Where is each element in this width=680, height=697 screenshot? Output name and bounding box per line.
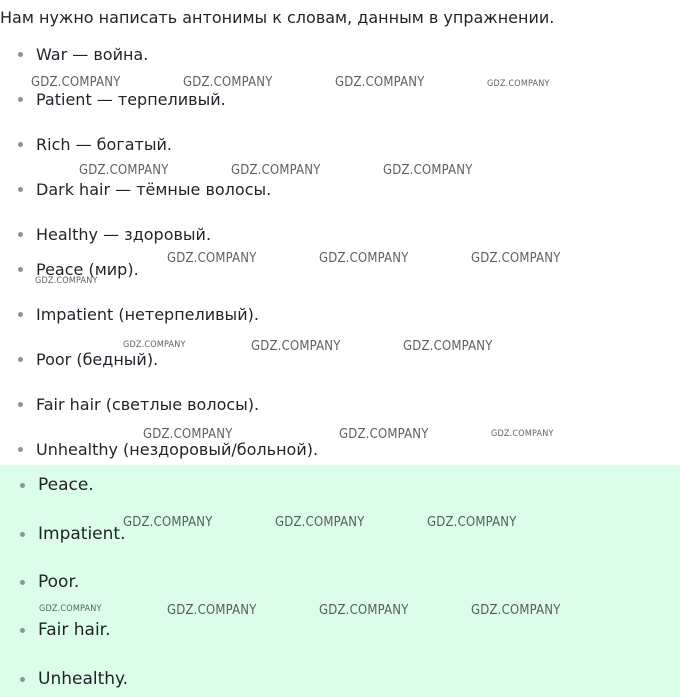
watermark: GDZ.COMPANY (167, 251, 257, 266)
watermark: GDZ.COMPANY (383, 163, 473, 178)
watermark: GDZ.COMPANY (39, 604, 102, 614)
bullet-icon (18, 357, 23, 362)
bullet-icon (18, 232, 23, 237)
watermark: GDZ.COMPANY (123, 340, 186, 350)
answer-item: Fair hair. (20, 618, 111, 642)
list-item: Patient — терпеливый. (18, 88, 226, 110)
watermark: GDZ.COMPANY (471, 603, 561, 618)
intro-text: Нам нужно написать антонимы к словам, данным в упражнении. (0, 8, 555, 27)
watermark: GDZ.COMPANY (31, 75, 121, 90)
watermark: GDZ.COMPANY (319, 251, 409, 266)
bullet-icon (20, 580, 25, 585)
bullet-icon (20, 483, 25, 488)
watermark: GDZ.COMPANY (339, 427, 429, 442)
list-item: Unhealthy (нездоровый/больной). (18, 438, 318, 460)
list-item: War — война. (18, 43, 148, 65)
watermark: GDZ.COMPANY (335, 75, 425, 90)
answer-item: Peace. (20, 473, 94, 497)
bullet-icon (20, 628, 25, 633)
bullet-icon (18, 447, 23, 452)
list-item: Fair hair (светлые волосы). (18, 393, 259, 415)
list-item: Poor (бедный). (18, 348, 158, 370)
watermark: GDZ.COMPANY (79, 163, 169, 178)
watermark: GDZ.COMPANY (319, 603, 409, 618)
bullet-icon (20, 532, 25, 537)
bullet-icon (18, 267, 23, 272)
watermark: GDZ.COMPANY (275, 515, 365, 530)
bullet-icon (18, 97, 23, 102)
answer-item: Unhealthy. (20, 667, 128, 691)
watermark: GDZ.COMPANY (487, 79, 550, 89)
watermark: GDZ.COMPANY (35, 276, 98, 286)
list-item: Peace (мир). (18, 258, 139, 280)
list-item: Dark hair — тёмные волосы. (18, 178, 271, 200)
bullet-icon (18, 312, 23, 317)
watermark: GDZ.COMPANY (231, 163, 321, 178)
list-item: Impatient (нетерпеливый). (18, 303, 259, 325)
list-item: Healthy — здоровый. (18, 223, 211, 245)
answer-item: Poor. (20, 570, 79, 594)
watermark: GDZ.COMPANY (183, 75, 273, 90)
watermark: GDZ.COMPANY (123, 515, 213, 530)
bullet-icon (20, 677, 25, 682)
answer-block (0, 465, 680, 697)
list-item: Rich — богатый. (18, 133, 172, 155)
watermark: GDZ.COMPANY (471, 251, 561, 266)
watermark: GDZ.COMPANY (403, 339, 493, 354)
bullet-icon (18, 142, 23, 147)
watermark: GDZ.COMPANY (427, 515, 517, 530)
bullet-icon (18, 187, 23, 192)
watermark: GDZ.COMPANY (491, 429, 554, 439)
bullet-icon (18, 52, 23, 57)
watermark: GDZ.COMPANY (167, 603, 257, 618)
bullet-icon (18, 402, 23, 407)
answer-item: Impatient. (20, 522, 125, 546)
watermark: GDZ.COMPANY (251, 339, 341, 354)
watermark: GDZ.COMPANY (143, 427, 233, 442)
